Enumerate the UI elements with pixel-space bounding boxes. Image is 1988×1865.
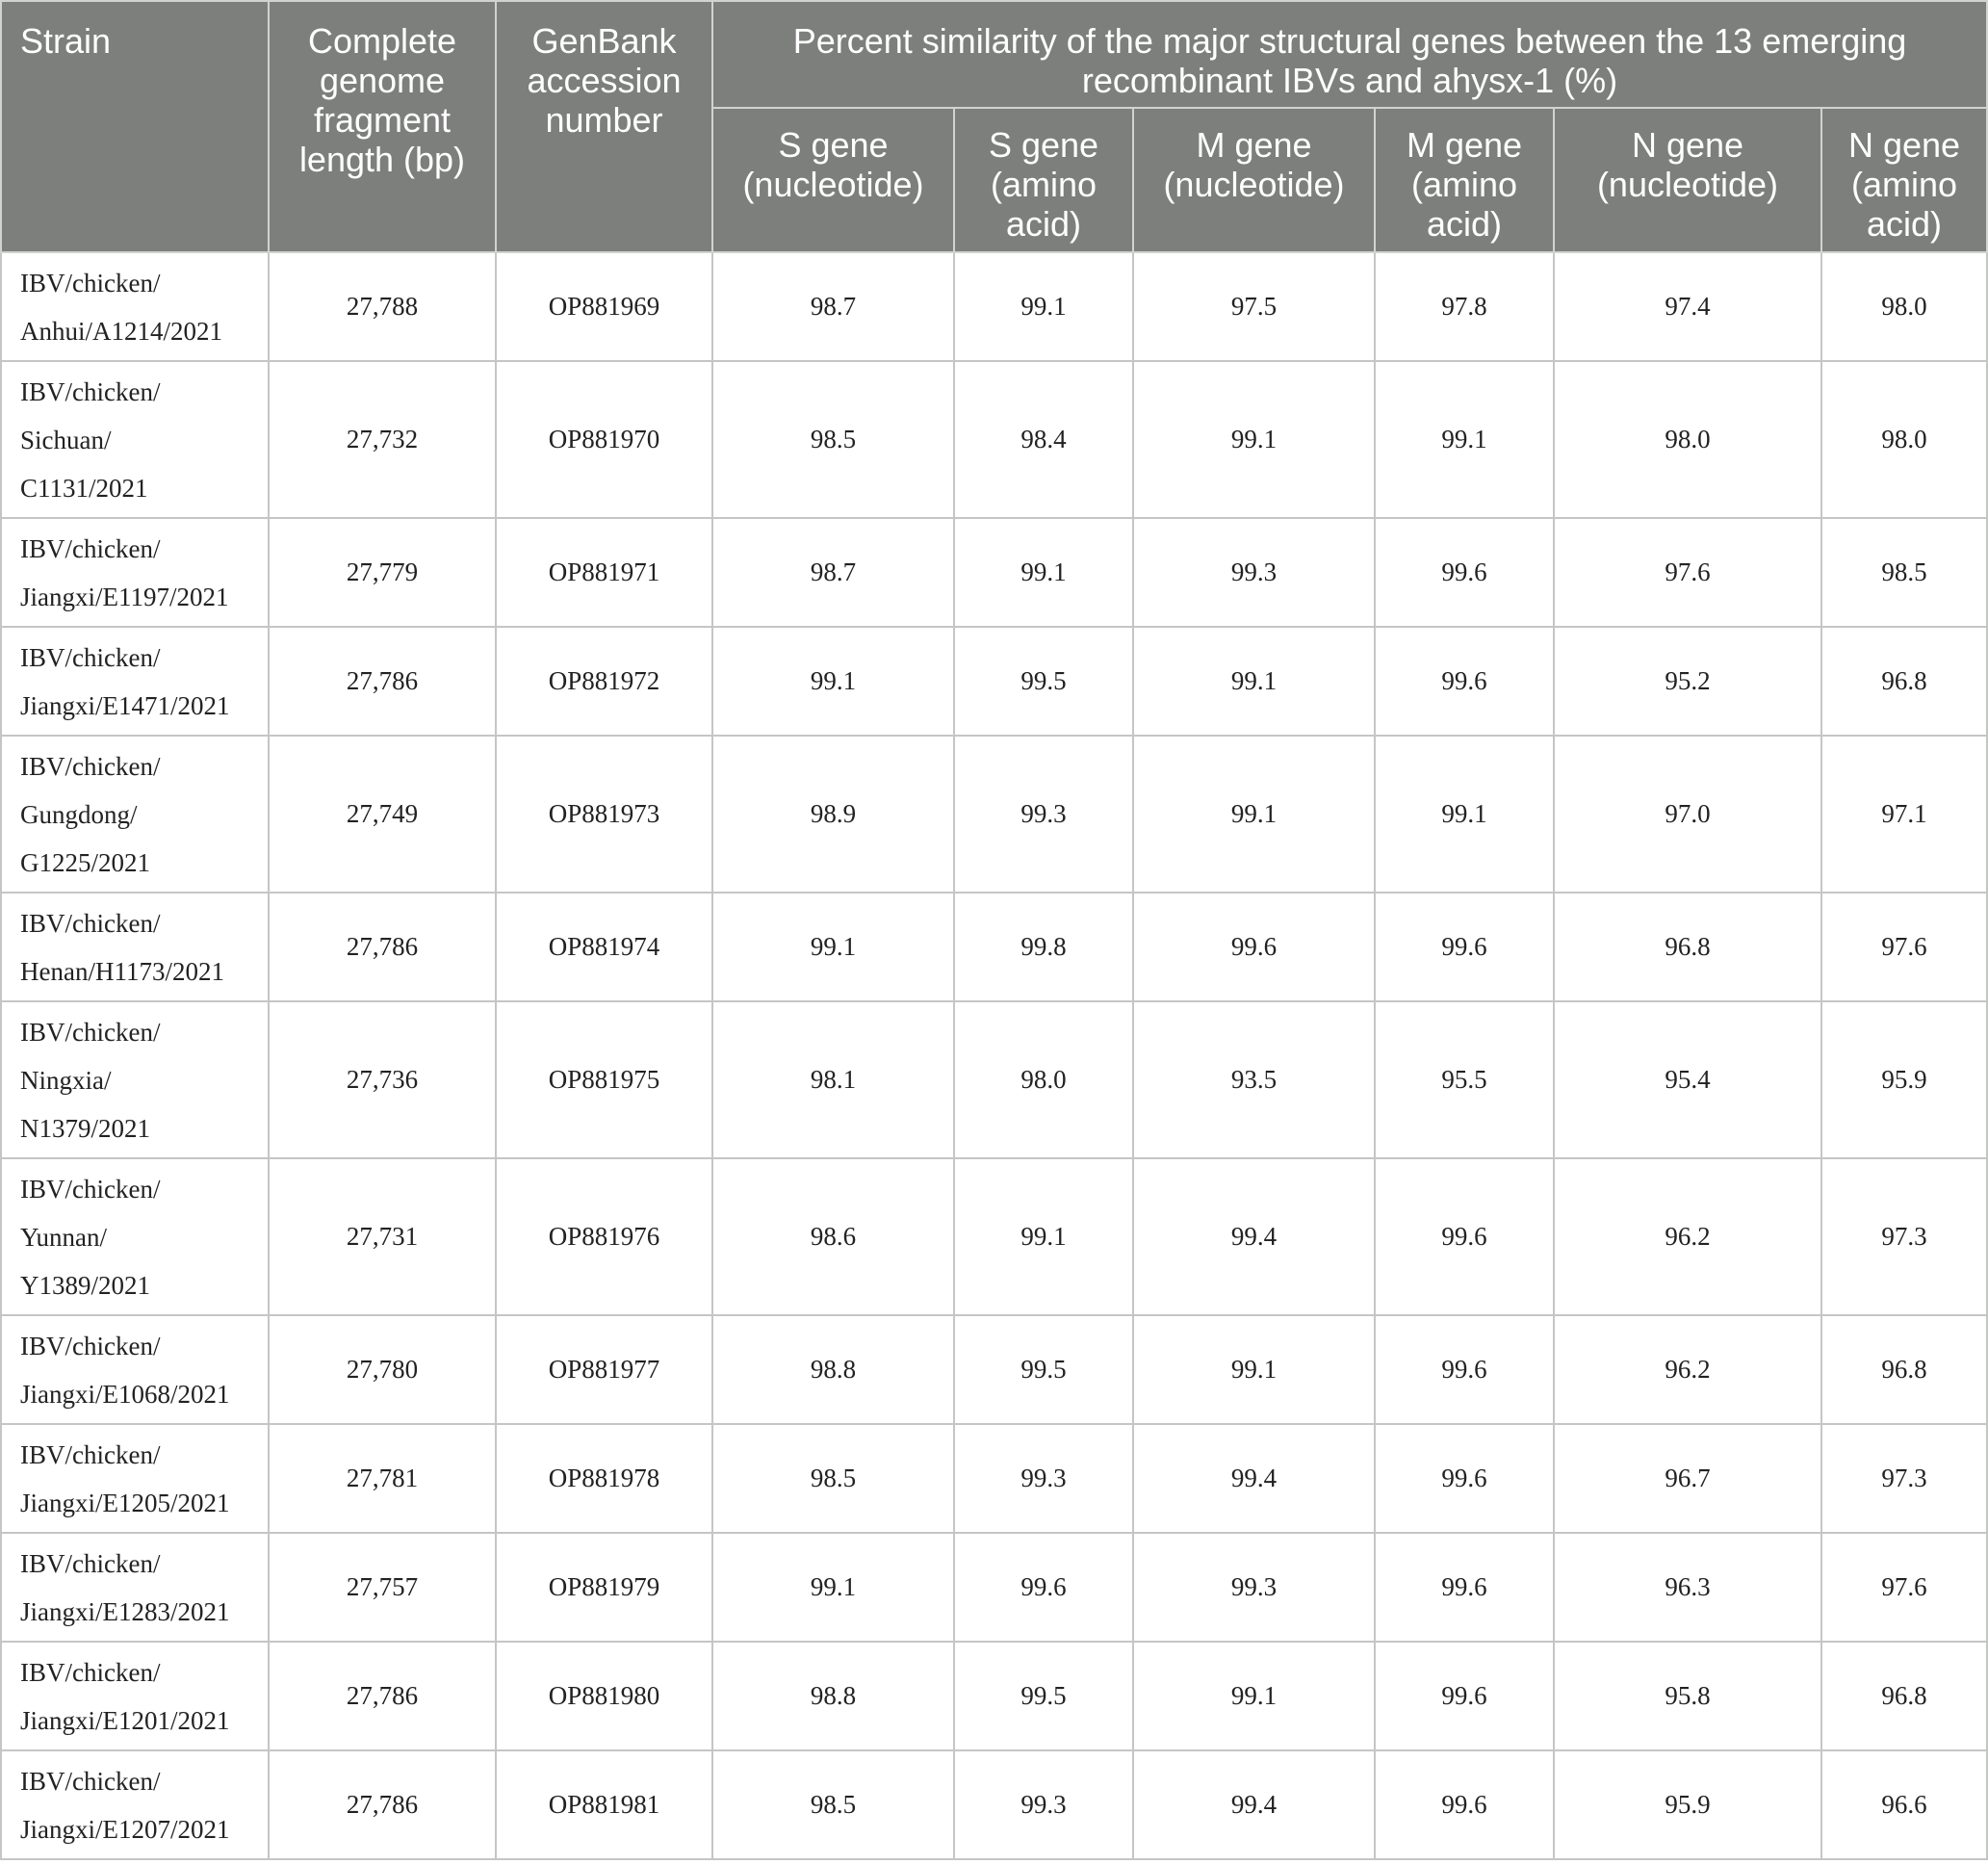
strain-cell xyxy=(1,627,269,736)
table-row xyxy=(1,1158,1987,1315)
genome-length-cell: 27,786 xyxy=(269,627,496,736)
header-genbank-accession: GenBank accession number xyxy=(496,1,712,252)
strain-name-line: Jiangxi/E1068/2021 xyxy=(20,1379,230,1409)
strain-name-line: Henan/H1173/2021 xyxy=(20,956,224,986)
genome-length-cell: 27,731 xyxy=(269,1158,496,1315)
accession-cell: OP881981 xyxy=(496,1750,712,1859)
genome-length-cell: 27,786 xyxy=(269,893,496,1001)
s-nucleotide-cell: 98.1 xyxy=(712,1001,954,1158)
table-row xyxy=(1,627,1987,736)
strain-name-line: IBV/chicken/ xyxy=(20,376,161,406)
n-amino-acid-cell: 98.5 xyxy=(1821,518,1987,627)
s-amino-acid-cell: 99.1 xyxy=(954,1158,1133,1315)
n-nucleotide-cell: 96.2 xyxy=(1554,1158,1821,1315)
strain-name-line: Sichuan/ xyxy=(20,425,112,454)
strain-cell xyxy=(1,361,269,518)
genome-length-cell: 27,732 xyxy=(269,361,496,518)
m-amino-acid-cell: 99.6 xyxy=(1375,893,1554,1001)
strain-cell xyxy=(1,736,269,893)
header-strain: Strain xyxy=(1,1,269,252)
n-nucleotide-cell: 96.7 xyxy=(1554,1424,1821,1533)
n-nucleotide-cell: 96.8 xyxy=(1554,893,1821,1001)
s-amino-acid-cell: 98.4 xyxy=(954,361,1133,518)
accession-cell: OP881972 xyxy=(496,627,712,736)
header-similarity-group: Percent similarity of the major structural genes between the 13 emerging recombinant IBVs and ahysx-1 (%) xyxy=(712,1,1987,108)
n-nucleotide-cell: 95.2 xyxy=(1554,627,1821,736)
header-s-gene-nucleotide: S gene (nucleotide) xyxy=(712,108,954,252)
m-amino-acid-cell: 99.6 xyxy=(1375,1158,1554,1315)
s-amino-acid-cell: 98.0 xyxy=(954,1001,1133,1158)
n-amino-acid-cell: 97.6 xyxy=(1821,1533,1987,1642)
s-nucleotide-cell: 99.1 xyxy=(712,627,954,736)
accession-cell: OP881979 xyxy=(496,1533,712,1642)
n-nucleotide-cell: 95.8 xyxy=(1554,1642,1821,1750)
strain-cell xyxy=(1,1424,269,1533)
s-nucleotide-cell: 98.7 xyxy=(712,252,954,361)
n-amino-acid-cell: 98.0 xyxy=(1821,252,1987,361)
table-header xyxy=(1,1,1987,252)
strain-name-line: Y1389/2021 xyxy=(20,1270,150,1300)
s-nucleotide-cell: 99.1 xyxy=(712,893,954,1001)
s-nucleotide-cell: 99.1 xyxy=(712,1533,954,1642)
table-row xyxy=(1,893,1987,1001)
table-row xyxy=(1,361,1987,518)
n-nucleotide-cell: 98.0 xyxy=(1554,361,1821,518)
s-amino-acid-cell: 99.3 xyxy=(954,736,1133,893)
n-amino-acid-cell: 97.6 xyxy=(1821,893,1987,1001)
m-amino-acid-cell: 97.8 xyxy=(1375,252,1554,361)
strain-cell xyxy=(1,893,269,1001)
m-nucleotide-cell: 99.1 xyxy=(1133,1315,1375,1424)
s-nucleotide-cell: 98.8 xyxy=(712,1315,954,1424)
m-amino-acid-cell: 99.6 xyxy=(1375,1750,1554,1859)
genome-length-cell: 27,736 xyxy=(269,1001,496,1158)
m-amino-acid-cell: 99.6 xyxy=(1375,1315,1554,1424)
strain-name-line: C1131/2021 xyxy=(20,473,148,503)
accession-cell: OP881969 xyxy=(496,252,712,361)
m-nucleotide-cell: 99.1 xyxy=(1133,1642,1375,1750)
n-nucleotide-cell: 96.2 xyxy=(1554,1315,1821,1424)
m-amino-acid-cell: 99.1 xyxy=(1375,736,1554,893)
strain-name-line: Ningxia/ xyxy=(20,1065,112,1095)
strain-name-line: Jiangxi/E1207/2021 xyxy=(20,1814,230,1844)
strain-name-line: IBV/chicken/ xyxy=(20,1766,161,1796)
genome-length-cell: 27,786 xyxy=(269,1750,496,1859)
genome-length-cell: 27,788 xyxy=(269,252,496,361)
s-amino-acid-cell: 99.5 xyxy=(954,1315,1133,1424)
s-amino-acid-cell: 99.5 xyxy=(954,1642,1133,1750)
genome-length-cell: 27,780 xyxy=(269,1315,496,1424)
table-row xyxy=(1,252,1987,361)
s-nucleotide-cell: 98.8 xyxy=(712,1642,954,1750)
strain-name-line: IBV/chicken/ xyxy=(20,751,161,781)
strain-name-line: IBV/chicken/ xyxy=(20,268,161,298)
table-row xyxy=(1,1642,1987,1750)
table-row xyxy=(1,1750,1987,1859)
s-amino-acid-cell: 99.8 xyxy=(954,893,1133,1001)
strain-name-line: G1225/2021 xyxy=(20,847,150,877)
header-s-gene-amino-acid: S gene (amino acid) xyxy=(954,108,1133,252)
table-body xyxy=(1,252,1987,1859)
header-m-gene-amino-acid: M gene (amino acid) xyxy=(1375,108,1554,252)
m-amino-acid-cell: 99.6 xyxy=(1375,1642,1554,1750)
accession-cell: OP881974 xyxy=(496,893,712,1001)
m-amino-acid-cell: 99.6 xyxy=(1375,1424,1554,1533)
m-nucleotide-cell: 99.4 xyxy=(1133,1158,1375,1315)
s-amino-acid-cell: 99.1 xyxy=(954,518,1133,627)
table-row xyxy=(1,1001,1987,1158)
n-amino-acid-cell: 98.0 xyxy=(1821,361,1987,518)
s-amino-acid-cell: 99.6 xyxy=(954,1533,1133,1642)
m-amino-acid-cell: 99.6 xyxy=(1375,627,1554,736)
strain-name-line: Jiangxi/E1283/2021 xyxy=(20,1596,230,1626)
n-amino-acid-cell: 96.8 xyxy=(1821,1642,1987,1750)
n-nucleotide-cell: 97.6 xyxy=(1554,518,1821,627)
accession-cell: OP881976 xyxy=(496,1158,712,1315)
strain-name-line: Jiangxi/E1201/2021 xyxy=(20,1705,230,1735)
strain-name-line: IBV/chicken/ xyxy=(20,1439,161,1469)
m-nucleotide-cell: 99.3 xyxy=(1133,518,1375,627)
strain-cell xyxy=(1,252,269,361)
n-amino-acid-cell: 96.6 xyxy=(1821,1750,1987,1859)
s-nucleotide-cell: 98.6 xyxy=(712,1158,954,1315)
strain-cell xyxy=(1,1533,269,1642)
m-nucleotide-cell: 99.4 xyxy=(1133,1424,1375,1533)
strain-cell xyxy=(1,1750,269,1859)
strain-name-line: Jiangxi/E1197/2021 xyxy=(20,582,229,611)
header-row-top xyxy=(1,1,1987,108)
m-amino-acid-cell: 95.5 xyxy=(1375,1001,1554,1158)
genome-length-cell: 27,786 xyxy=(269,1642,496,1750)
s-nucleotide-cell: 98.5 xyxy=(712,1750,954,1859)
table-row xyxy=(1,1533,1987,1642)
strain-name-line: Yunnan/ xyxy=(20,1222,107,1252)
strain-name-line: Anhui/A1214/2021 xyxy=(20,316,223,346)
m-amino-acid-cell: 99.6 xyxy=(1375,518,1554,627)
n-nucleotide-cell: 95.4 xyxy=(1554,1001,1821,1158)
table-row xyxy=(1,1424,1987,1533)
n-amino-acid-cell: 97.3 xyxy=(1821,1158,1987,1315)
strain-cell xyxy=(1,1158,269,1315)
strain-name-line: Gungdong/ xyxy=(20,799,138,829)
header-n-gene-nucleotide: N gene (nucleotide) xyxy=(1554,108,1821,252)
m-nucleotide-cell: 99.1 xyxy=(1133,736,1375,893)
table-row xyxy=(1,736,1987,893)
table-row xyxy=(1,1315,1987,1424)
genome-length-cell: 27,757 xyxy=(269,1533,496,1642)
accession-cell: OP881977 xyxy=(496,1315,712,1424)
strain-name-line: Jiangxi/E1205/2021 xyxy=(20,1488,230,1517)
m-nucleotide-cell: 93.5 xyxy=(1133,1001,1375,1158)
s-nucleotide-cell: 98.5 xyxy=(712,1424,954,1533)
accession-cell: OP881973 xyxy=(496,736,712,893)
s-nucleotide-cell: 98.5 xyxy=(712,361,954,518)
strain-name-line: IBV/chicken/ xyxy=(20,642,161,672)
s-nucleotide-cell: 98.9 xyxy=(712,736,954,893)
accession-cell: OP881980 xyxy=(496,1642,712,1750)
n-amino-acid-cell: 96.8 xyxy=(1821,627,1987,736)
n-amino-acid-cell: 95.9 xyxy=(1821,1001,1987,1158)
strain-cell xyxy=(1,518,269,627)
m-nucleotide-cell: 97.5 xyxy=(1133,252,1375,361)
accession-cell: OP881975 xyxy=(496,1001,712,1158)
m-nucleotide-cell: 99.3 xyxy=(1133,1533,1375,1642)
genome-length-cell: 27,779 xyxy=(269,518,496,627)
genome-length-cell: 27,781 xyxy=(269,1424,496,1533)
strain-name-line: IBV/chicken/ xyxy=(20,533,161,563)
s-amino-acid-cell: 99.3 xyxy=(954,1424,1133,1533)
strain-name-line: Jiangxi/E1471/2021 xyxy=(20,690,230,720)
strain-name-line: IBV/chicken/ xyxy=(20,1548,161,1578)
table-row xyxy=(1,518,1987,627)
n-amino-acid-cell: 97.1 xyxy=(1821,736,1987,893)
s-amino-acid-cell: 99.5 xyxy=(954,627,1133,736)
n-amino-acid-cell: 96.8 xyxy=(1821,1315,1987,1424)
genome-length-cell: 27,749 xyxy=(269,736,496,893)
header-m-gene-nucleotide: M gene (nucleotide) xyxy=(1133,108,1375,252)
strain-name-line: IBV/chicken/ xyxy=(20,908,161,938)
strain-name-line: IBV/chicken/ xyxy=(20,1017,161,1047)
accession-cell: OP881971 xyxy=(496,518,712,627)
header-n-gene-amino-acid: N gene (amino acid) xyxy=(1821,108,1987,252)
m-nucleotide-cell: 99.1 xyxy=(1133,627,1375,736)
m-nucleotide-cell: 99.1 xyxy=(1133,361,1375,518)
m-nucleotide-cell: 99.4 xyxy=(1133,1750,1375,1859)
s-amino-acid-cell: 99.3 xyxy=(954,1750,1133,1859)
accession-cell: OP881970 xyxy=(496,361,712,518)
strain-cell xyxy=(1,1642,269,1750)
accession-cell: OP881978 xyxy=(496,1424,712,1533)
m-amino-acid-cell: 99.1 xyxy=(1375,361,1554,518)
strain-name-line: IBV/chicken/ xyxy=(20,1331,161,1360)
strain-cell xyxy=(1,1315,269,1424)
n-amino-acid-cell: 97.3 xyxy=(1821,1424,1987,1533)
m-nucleotide-cell: 99.6 xyxy=(1133,893,1375,1001)
s-nucleotide-cell: 98.7 xyxy=(712,518,954,627)
strain-cell xyxy=(1,1001,269,1158)
strain-name-line: N1379/2021 xyxy=(20,1113,150,1143)
m-amino-acid-cell: 99.6 xyxy=(1375,1533,1554,1642)
n-nucleotide-cell: 96.3 xyxy=(1554,1533,1821,1642)
n-nucleotide-cell: 97.4 xyxy=(1554,252,1821,361)
n-nucleotide-cell: 95.9 xyxy=(1554,1750,1821,1859)
n-nucleotide-cell: 97.0 xyxy=(1554,736,1821,893)
strain-name-line: IBV/chicken/ xyxy=(20,1174,161,1204)
header-genome-length: Complete genome fragment length (bp) xyxy=(269,1,496,252)
strain-name-line: IBV/chicken/ xyxy=(20,1657,161,1687)
s-amino-acid-cell: 99.1 xyxy=(954,252,1133,361)
